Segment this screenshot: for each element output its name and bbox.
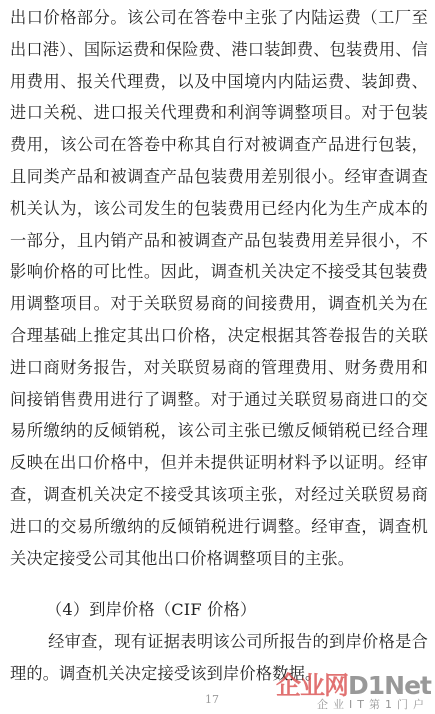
- page-number: 17: [205, 693, 219, 706]
- watermark-main-left: 企业网: [276, 671, 349, 700]
- body-paragraph: 出口价格部分。该公司在答卷中主张了内陆运费（工厂至出口港）、国际运费和保险费、港口装卸费、包装费用、信用费用、报关代理费，以及中国境内内陆运费、装卸费、进口关税、进口报关代理费和利润等调整项目。对于包装费用，该公司在答卷中称其自行对被调查产品进行包装，且同类产品和被调查产品包装费用差别很小。经审查调查机关认为，该公司发生的包装费用已经内化为生产成本的一部分，且内销产品和被调查产品包装费用差异很小，不影响价格的可比性。因此，调查机关决定不接受其包装费用调整项目。对于关联贸易商的间接费用，调查机关为在合理基础上推定其出口价格，决定根据其答卷报告的关联进口商财务报告，对关联贸易商的管理费用、财务费用和间接销售费用进行了调整。对于通过关联贸易商进口的交易所缴纳的反倾销税，该公司主张已缴反倾销税已经合理反映在出口价格中，但并未提供证明材料予以证明。经审查，调查机关决定不接受其该项主张，对经过关联贸易商进口的交易所缴纳的反倾销税进行调整。经审查，调查机关决定接受公司其他出口价格调整项目的主张。: [10, 8, 428, 568]
- body-paragraph-2-text: 经审查，现有证据表明该公司所报告的到岸价格是合理的。调查机关决定接受该到岸价格数据。: [10, 632, 428, 683]
- watermark-logo: [276, 666, 431, 714]
- section-heading: （4）到岸价格（CIF 价格）: [46, 600, 257, 619]
- watermark-main-right: D1Net: [348, 671, 431, 700]
- watermark-sub: 企业IT第1门户: [317, 698, 429, 711]
